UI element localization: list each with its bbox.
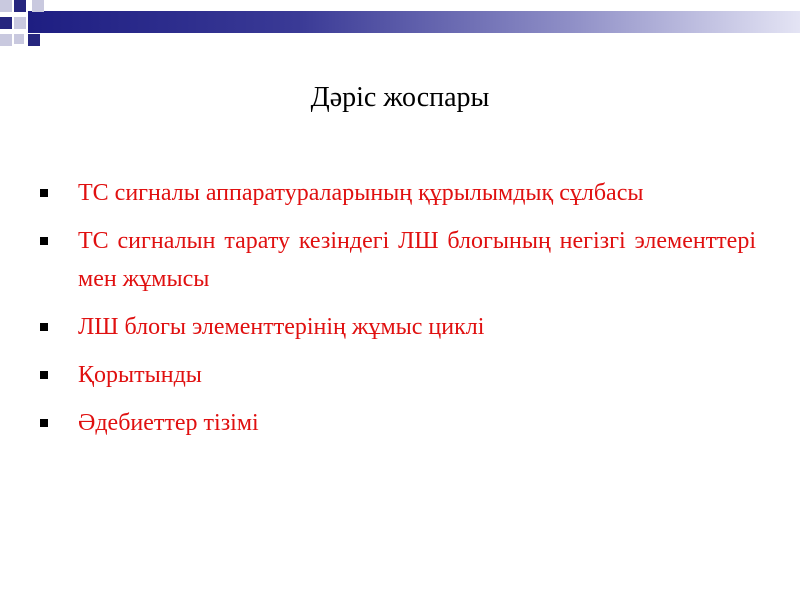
header-square xyxy=(0,34,12,46)
list-item xyxy=(40,174,756,212)
list-item xyxy=(40,356,756,394)
header-square xyxy=(28,34,40,46)
list-item xyxy=(40,222,756,298)
list-item xyxy=(40,308,756,346)
list-item-text: Әдебиеттер тізімі xyxy=(78,410,259,436)
header-square xyxy=(0,17,12,29)
header-square xyxy=(14,17,26,29)
list-item-text: ЛШ блогы элементтерінің жұмыс циклі xyxy=(78,314,485,340)
square-bullet-icon xyxy=(40,323,48,331)
square-bullet-icon xyxy=(40,189,48,197)
square-bullet-icon xyxy=(40,371,48,379)
slide-title: Дәріс жоспары xyxy=(310,82,490,113)
list-item-text: Қорытынды xyxy=(78,362,202,388)
header-square xyxy=(14,0,26,12)
list-item-text: ТС сигналы аппаратураларының құрылымдық сұлбасы xyxy=(78,180,644,206)
header-square xyxy=(32,0,44,12)
square-bullet-icon xyxy=(40,237,48,245)
header-gradient-bar xyxy=(28,11,800,33)
bullet-list xyxy=(40,174,756,452)
list-item xyxy=(40,404,756,442)
list-item-text: ТС сигналын тарату кезіндегі ЛШ блогының негізгі элементтері мен жұмысы xyxy=(78,228,756,292)
header-square xyxy=(14,34,24,44)
square-bullet-icon xyxy=(40,419,48,427)
header-square xyxy=(0,0,12,12)
